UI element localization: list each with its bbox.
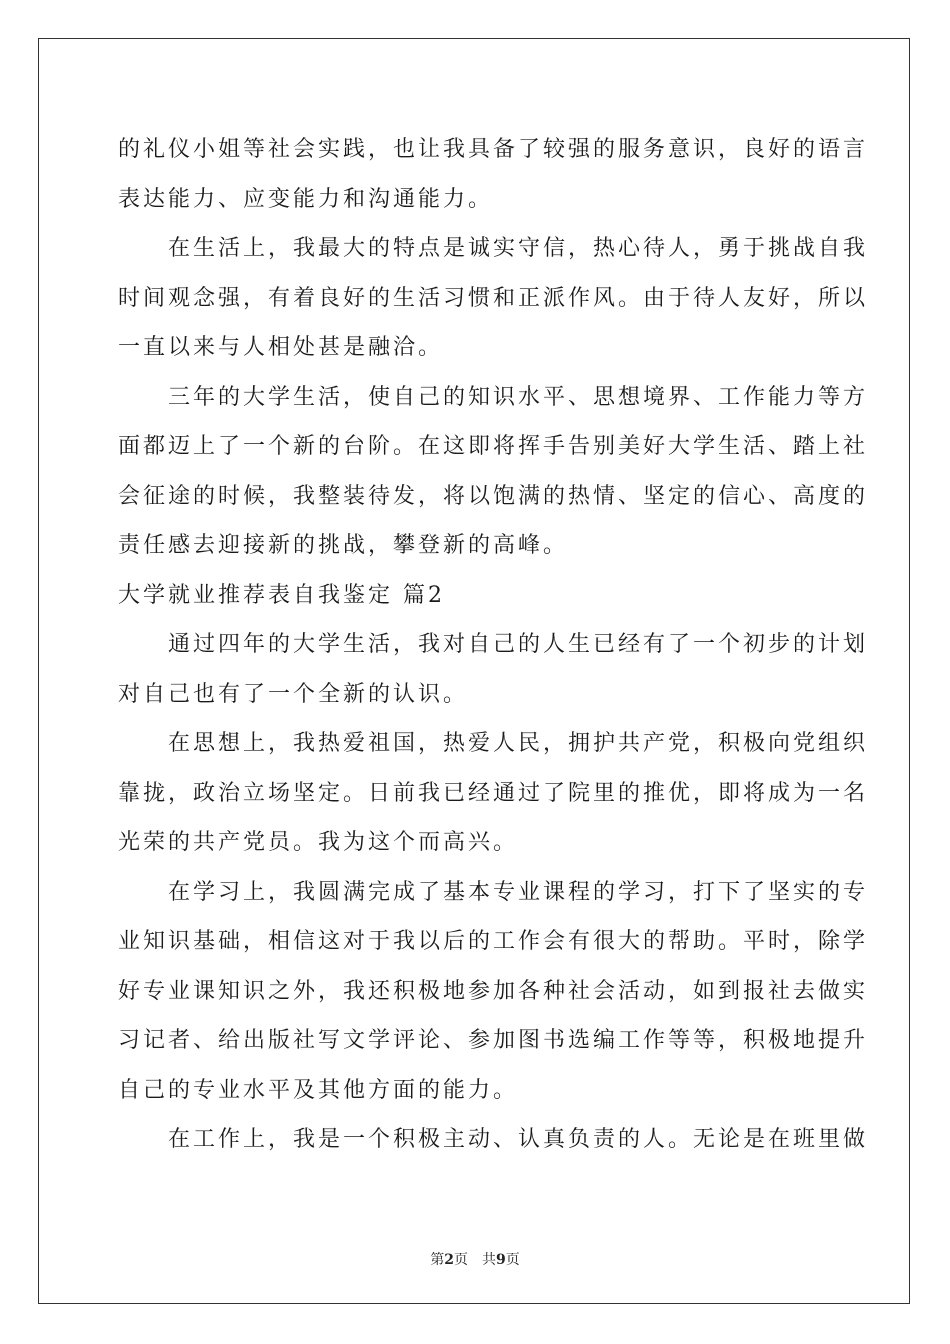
text-line: 好专业课知识之外，我还积极地参加各种社会活动，如到报社去做实 xyxy=(118,978,869,1004)
text-line: 的礼仪小姐等社会实践，也让我具备了较强的服务意识，良好的语言 xyxy=(118,137,869,162)
text-line: 一直以来与人相处甚是融洽。 xyxy=(118,335,444,360)
text-line: 习记者、给出版社写文学评论、参加图书选编工作等等，积极地提升 xyxy=(118,1028,869,1053)
page-suffix: 页 xyxy=(505,1252,520,1268)
page-current: 2 xyxy=(444,1252,454,1268)
text-line: 自己的专业水平及其他方面的能力。 xyxy=(118,1077,519,1103)
text-line: 在思想上，我热爱祖国，热爱人民，拥护共产党，积极向党组织 xyxy=(118,731,869,756)
text-line: 对自己也有了一个全新的认识。 xyxy=(118,681,469,707)
text-line: 会征途的时候，我整装待发，将以饱满的热情、坚定的信心、高度的 xyxy=(118,483,869,509)
text-line: 三年的大学生活，使自己的知识水平、思想境界、工作能力等方 xyxy=(118,384,869,410)
page-prefix: 第 xyxy=(430,1252,445,1268)
text-line: 在工作上，我是一个积极主动、认真负责的人。无论是在班里做 xyxy=(118,1127,869,1152)
text-line: 表达能力、应变能力和沟通能力。 xyxy=(118,186,494,212)
text-line: 通过四年的大学生活，我对自己的人生已经有了一个初步的计划 xyxy=(118,632,869,657)
text-line: 在学习上，我圆满完成了基本专业课程的学习，打下了坚实的专 xyxy=(118,879,869,905)
document-body xyxy=(118,125,869,1165)
page-total: 9 xyxy=(496,1252,506,1268)
page-mid: 页 共 xyxy=(454,1252,496,1268)
page-footer xyxy=(0,1249,950,1269)
text-line: 光荣的共产党员。我为这个而高兴。 xyxy=(118,830,519,855)
text-line: 靠拢，政治立场坚定。日前我已经通过了院里的推优，即将成为一名 xyxy=(118,780,869,806)
text-line: 面都迈上了一个新的台阶。在这即将挥手告别美好大学生活、踏上社 xyxy=(118,434,869,459)
text-line: 业知识基础，相信这对于我以后的工作会有很大的帮助。平时，除学 xyxy=(118,929,869,954)
text-line: 责任感去迎接新的挑战，攀登新的高峰。 xyxy=(118,533,569,558)
section-heading: 大学就业推荐表自我鉴定 篇2 xyxy=(118,582,445,608)
text-line: 时间观念强，有着良好的生活习惯和正派作风。由于待人友好，所以 xyxy=(118,285,869,311)
text-line: 在生活上，我最大的特点是诚实守信，热心待人，勇于挑战自我 xyxy=(118,236,869,261)
